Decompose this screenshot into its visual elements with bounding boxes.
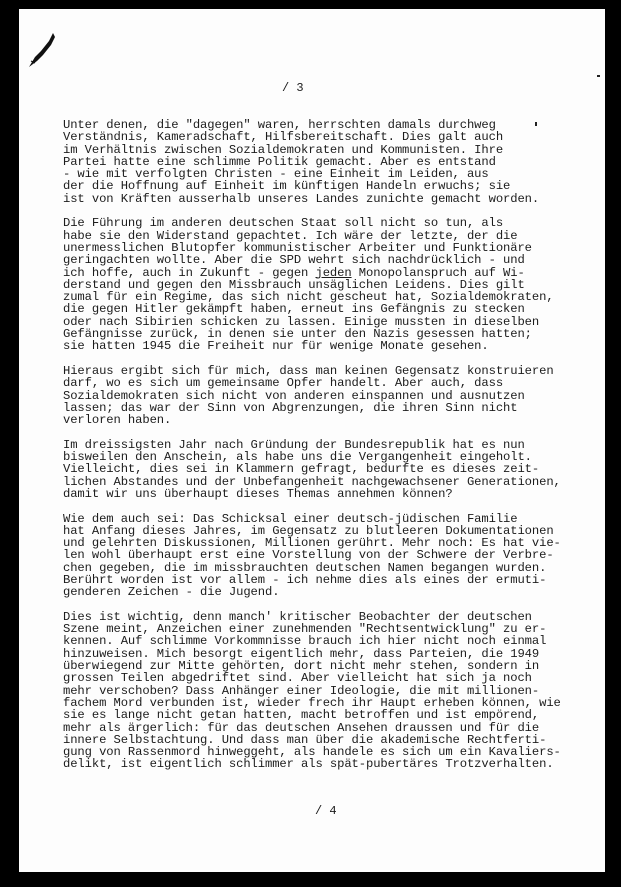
- scan-speck: [597, 75, 600, 77]
- text-line: Im dreissigsten Jahr nach Gründung der Bundesrepublik hat es nun: [63, 437, 525, 452]
- letter-body: [63, 119, 605, 783]
- text-line: Unter denen, die "dagegen" waren, herrschten damals durchweg: [63, 118, 496, 132]
- text-line: bisweilen den Anschein, als habe uns die Vergangenheit eingeholt.: [63, 450, 532, 465]
- text-line: grossen Teilen abgedriftet sind. Aber vielleicht hat sich ja noch: [63, 671, 532, 686]
- paragraph-3: [63, 365, 605, 426]
- page-number-top: / 3: [282, 81, 304, 95]
- text-line: im Verhältnis zwischen Sozialdemokraten und Kommunisten. Ihre: [63, 142, 504, 157]
- text-line: sie hatten 1945 die Freiheit nur für wenige Monate gesehen.: [63, 339, 489, 354]
- text-line: lichen Abstandes und der Unbefangenheit nachgewachsener Generationen,: [63, 474, 561, 489]
- text-line: verloren haben.: [63, 413, 172, 428]
- text-line: - wie mit verfolgten Christen - eine Einheit im Leiden, aus: [63, 167, 489, 182]
- text-line: ist von Kräften ausserhalb unseres Landes zunichte gemacht worden.: [63, 191, 540, 206]
- text-line: sie es lange nicht getan hatten, macht betroffen und ist empörend,: [63, 708, 540, 723]
- text-segment: Monopolanspruch auf Wi-: [351, 265, 525, 280]
- text-line: habe sie den Widerstand gepachtet. Ich wäre der letzte, der die: [63, 228, 518, 243]
- paragraph-2: [63, 217, 605, 352]
- text-line: len wohl überhaupt erst eine Vorstellung von der Schwere der Verbre-: [63, 548, 554, 563]
- text-line: geringachten wollte. Aber die SPD wehrt sich nachdrücklich - und: [63, 253, 525, 268]
- text-line: Partei hatte eine schlimme Politik gemacht. Aber es entstand: [63, 154, 496, 169]
- text-line: Dies ist wichtig, denn manch' kritischer Beobachter der deutschen: [63, 609, 532, 624]
- text-line: Gefängnisse zurück, in denen sie unter den Nazis gesessen hatten;: [63, 327, 532, 342]
- text-line: unermesslichen Blutopfer kommunistischer Arbeiter und Funktionäre: [63, 240, 532, 255]
- text-line: mehr verschoben? Dass Anhänger einer Ideologie, die mit millionen-: [63, 683, 540, 698]
- text-line: überwiegend zur Mitte gehörten, dort nicht mehr stehen, sondern in: [63, 659, 540, 674]
- text-line: Sozialdemokraten sich nicht von anderen einspannen und ausnutzen: [63, 388, 525, 403]
- scanned-page: [19, 9, 605, 872]
- text-line: die gegen Hitler gekämpft haben, erneut ins Gefängnis zu stecken: [63, 302, 525, 317]
- paragraph-5: [63, 513, 605, 599]
- text-line: darf, wo es sich um gemeinsame Opfer handelt. Aber auch, dass: [63, 376, 504, 391]
- text-line: oder nach Sibirien schicken zu lassen. Einige mussten in dieselben: [63, 314, 540, 329]
- text-line: Verständnis, Kameradschaft, Hilfsbereitschaft. Dies galt auch: [63, 130, 504, 145]
- text-line: Vielleicht, dies sei in Klammern gefragt, bedurfte es dieses zeit-: [63, 462, 540, 477]
- text-line: lassen; das war der Sinn von Abgrenzungen, die ihren Sinn nicht: [63, 400, 518, 415]
- page-number-bottom: / 4: [315, 804, 337, 818]
- underlined-word: jeden: [315, 265, 352, 280]
- text-line: Hieraus ergibt sich für mich, dass man keinen Gegensatz konstruieren: [63, 363, 554, 378]
- text-line: hinzuweisen. Mich besorgt eigentlich mehr, dass Parteien, die 1949: [63, 646, 540, 661]
- text-line: mehr als ärgerlich: für das deutschen Ansehen draussen und für die: [63, 720, 540, 735]
- paragraph-4: [63, 439, 605, 500]
- text-line: gung von Rassenmord hinweggeht, als handele es sich um ein Kavaliers-: [63, 745, 561, 760]
- text-line: kennen. Auf schlimme Vorkommnisse brauch ich hier nicht noch einmal: [63, 634, 547, 649]
- paragraph-6: [63, 611, 605, 771]
- text-line: derstand und gegen den Missbrauch unsäglichen Leidens. Dies gilt: [63, 277, 525, 292]
- text-line: der die Hoffnung auf Einheit im künftigen Handeln erwuchs; sie: [63, 179, 511, 194]
- text-line: zumal für ein Regime, das sich nicht gescheut hat, Sozialdemokraten,: [63, 290, 554, 305]
- paragraph-1: [63, 119, 605, 205]
- text-line: [63, 267, 605, 279]
- text-line: Berührt worden ist vor allem - ich nehme dies als eines der ermuti-: [63, 572, 547, 587]
- text-line: damit wir uns überhaupt dieses Themas annehmen können?: [63, 486, 453, 501]
- text-line: Die Führung im anderen deutschen Staat soll nicht so tun, als: [63, 216, 504, 231]
- text-line: hat Anfang dieses Jahres, im Gegensatz zu blutleeren Dokumentationen: [63, 523, 554, 538]
- text-line: und gelehrten Diskussionen, Millionen gerührt. Mehr noch: Es hat vie-: [63, 536, 561, 551]
- handwritten-tick-mark: [27, 27, 61, 69]
- text-line: Szene meint, Anzeichen einer zunehmenden "Rechtsentwicklung" zu er-: [63, 622, 547, 637]
- text-segment: ich hoffe, auch in Zukunft - gegen: [63, 265, 316, 280]
- text-line: Wie dem auch sei: Das Schicksal einer deutsch-jüdischen Familie: [63, 511, 518, 526]
- text-line: fachem Mord verbunden ist, wieder frech ihr Haupt erheben können, wie: [63, 695, 561, 710]
- text-line: chen gegeben, die im missbrauchten deutschen Namen begangen wurden.: [63, 560, 547, 575]
- text-line: genderen Zeichen - die Jugend.: [63, 585, 280, 600]
- text-line: innere Selbstachtung. Und dass man über die akademische Rechtferti-: [63, 732, 547, 747]
- text-line: delikt, ist eigentlich schlimmer als spät-pubertäres Trotzverhalten.: [63, 757, 554, 772]
